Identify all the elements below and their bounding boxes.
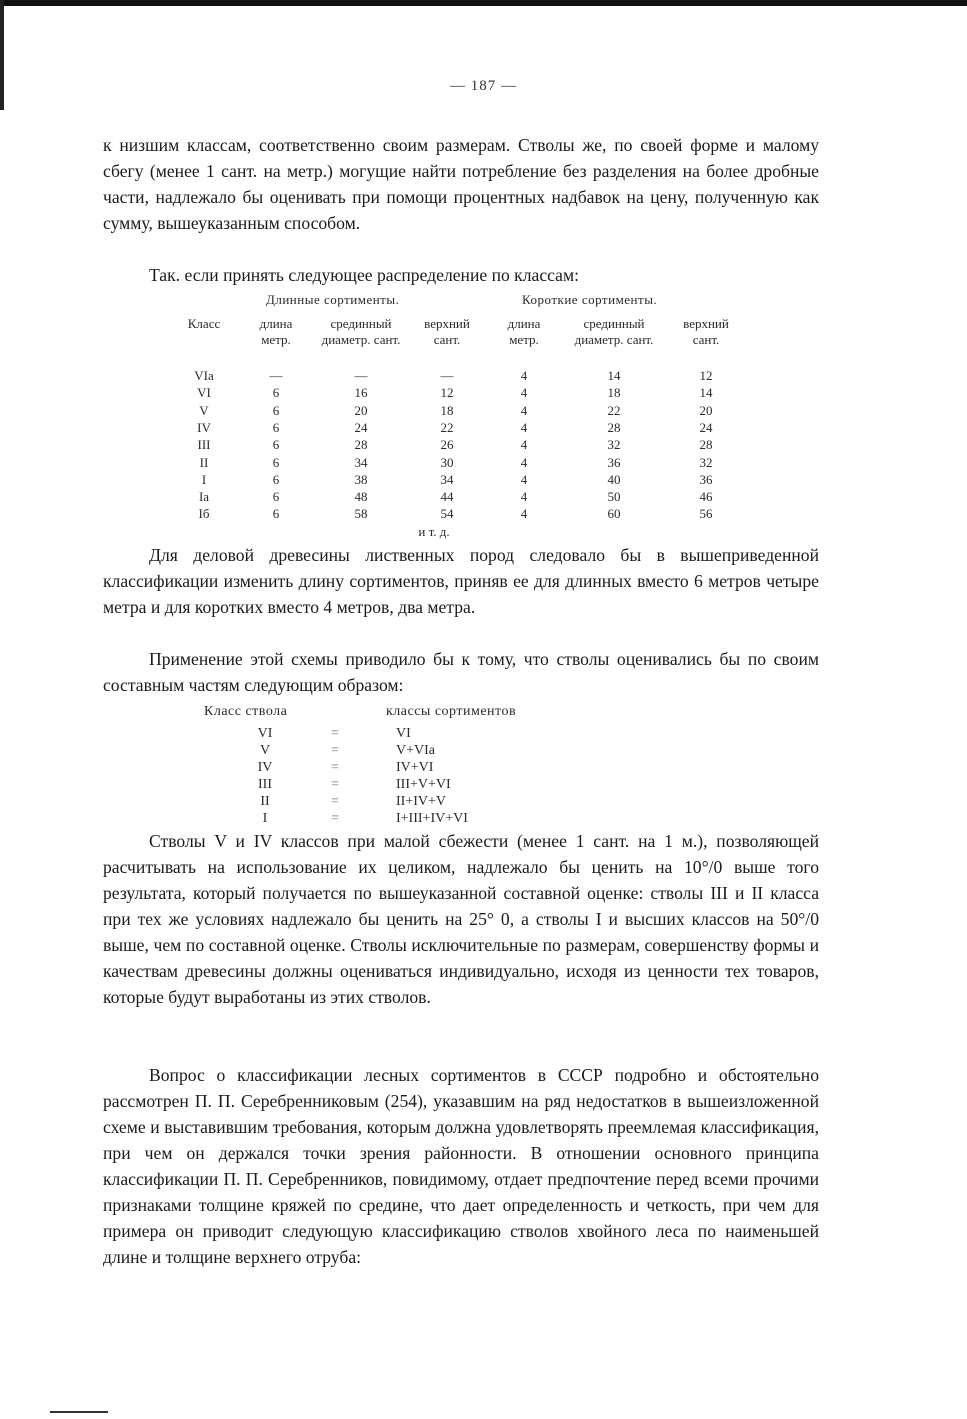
column-header: длина метр. <box>259 316 293 347</box>
paragraph-2: Так. если принять следующее распределение по классам: <box>149 265 579 285</box>
table-cell: 4 <box>520 489 528 505</box>
table-cell: 30 <box>440 454 454 470</box>
column-header: верхний сант. <box>424 316 470 347</box>
table-footer: и т. д. <box>418 524 450 539</box>
column-header: верхний сант. <box>683 316 729 347</box>
table-cell: 32 <box>699 454 713 470</box>
equals-cell: = <box>331 743 339 758</box>
table-cell: 4 <box>520 471 528 487</box>
table-cell: III <box>197 437 211 453</box>
table-cell: 34 <box>440 471 454 487</box>
table-row <box>200 743 600 760</box>
table-cell: 6 <box>272 506 280 522</box>
equals-cell: = <box>331 760 339 775</box>
table-cell: 28 <box>607 419 621 435</box>
table-cell: 6 <box>272 385 280 401</box>
table-cell: 20 <box>699 402 713 418</box>
table-cell: 28 <box>354 437 368 453</box>
table-cell: 4 <box>520 454 528 470</box>
table-cell: 32 <box>607 437 621 453</box>
table-cell: 26 <box>440 437 454 453</box>
table-cell: 22 <box>440 419 454 435</box>
column-header: длина метр. <box>507 316 541 347</box>
table-row <box>200 811 600 828</box>
paragraph-1: к низшим классам, соответственно своим размерам. Стволы же, по своей форме и малому сбегу (менее 1 сант. на метр.) могущие найти потребление без разделения на более дробные части, надлежало бы оценивать при помощи процентных надбавок на цену, полученную как сумму, вышеуказанным способом. <box>103 135 819 233</box>
table-cell: Ia <box>198 489 210 505</box>
table-cell: 54 <box>440 506 454 522</box>
sort-classes-cell: II+IV+V <box>396 794 446 809</box>
table-cell: 40 <box>607 471 621 487</box>
paragraph-4: Применение этой схемы приводило бы к тому, что стволы оценивались бы по своим составным частям следующим образом: <box>103 649 819 695</box>
header-stem-class: Класс ствола <box>204 704 288 719</box>
table-cell: 4 <box>520 419 528 435</box>
paragraph-5: Стволы V и IV классов при малой сбежести (менее 1 сант. на 1 м.), позволяющей расчитывать на использование их целиком, надлежало бы ценить на 10°/0 выше того результата, который получается по вышеуказанной составной оценке: стволы III и II класса при тех же условиях надлежало бы ценить на 25° 0, а стволы I и высших классов на 50°/0 выше, чем по составной оценке. Стволы исключительные по размерам, совершенству формы и качествам древесины должны оцениваться индивидуально, исходя из ценности тех товаров, которые будут выработаны из этих стволов. <box>103 831 819 1007</box>
table-row <box>184 472 764 489</box>
table-cell: 38 <box>354 471 368 487</box>
group-header-long: Длинные сортименты. <box>266 292 400 307</box>
table-cell: 46 <box>699 489 713 505</box>
table-cell: 4 <box>520 437 528 453</box>
table-row <box>200 760 600 777</box>
table-cell: 14 <box>699 385 713 401</box>
equals-cell: = <box>331 726 339 741</box>
table-cell: II <box>199 454 209 470</box>
table-cell: 34 <box>354 454 368 470</box>
table-cell: 24 <box>699 419 713 435</box>
table-cell: 4 <box>520 506 528 522</box>
paragraph-3: Для деловой древесины лиственных пород следовало бы в вышеприведенной классификации изменить длину сортиментов, приняв ее для длинных вместо 6 метров четыре метра и для коротких вместо 4 метров, два метра. <box>103 545 819 617</box>
table-row <box>184 489 764 506</box>
table-cell: I <box>201 471 207 487</box>
table-row <box>184 403 764 420</box>
table-cell: 50 <box>607 489 621 505</box>
table-row <box>184 385 764 402</box>
table-cell: 14 <box>607 368 621 383</box>
table-cell: 58 <box>354 506 368 522</box>
stem-class-cell: VI <box>257 726 273 741</box>
table-cell: 6 <box>272 454 280 470</box>
table-cell: 48 <box>354 489 368 505</box>
sort-classes-cell: VI <box>396 726 411 741</box>
table-cell: 22 <box>607 402 621 418</box>
table-cell: 36 <box>699 471 713 487</box>
table-cell: 4 <box>520 385 528 401</box>
scan-border-top <box>0 0 967 6</box>
paragraph-6: Вопрос о классификации лесных сортиментов в СССР подробно и обстоятельно рассмотрен П. П. Серебренниковым (254), указавшим на ряд недостатков в вышеизложенной схеме и выставившим требования, которым должна удовлетворять преемлемая классификация, при чем он держался точки зрения районности. В отношении основного принципа классификации П. П. Серебренников, повидимому, отдает предпочтение перед всеми прочими признаками толщине кряжей по средине, что дает определенность и четкость, при чем для примера он приводит следующую классификацию стволов хвойного леса по наименьшей длине и толщине верхнего отруба: <box>103 1065 819 1267</box>
table-cell: 6 <box>272 437 280 453</box>
table-cell: 36 <box>607 454 621 470</box>
table-row <box>200 726 600 743</box>
stem-class-cell: IV <box>257 760 273 775</box>
table-row <box>200 794 600 811</box>
sort-classes-cell: I+III+IV+VI <box>396 811 468 826</box>
table-cell: 18 <box>440 402 454 418</box>
stem-class-cell: I <box>262 811 268 826</box>
table-cell: 12 <box>699 368 713 383</box>
sort-classes-cell: IV+VI <box>396 760 434 775</box>
table-cell: 6 <box>272 419 280 435</box>
column-header: срединный диаметр. сант. <box>574 316 654 347</box>
sort-classes-cell: V+VIa <box>396 743 435 758</box>
table-cell: V <box>199 402 209 418</box>
table-cell: 6 <box>272 402 280 418</box>
stem-class-cell: II <box>260 794 270 809</box>
table-cell: 6 <box>272 489 280 505</box>
stem-class-cell: III <box>258 777 272 792</box>
column-header: срединный диаметр. сант. <box>321 316 401 347</box>
table-row <box>184 368 764 385</box>
table-cell: 28 <box>699 437 713 453</box>
table-row <box>184 437 764 454</box>
table-cell: — <box>354 368 368 383</box>
group-header-short: Короткие сортименты. <box>522 292 658 307</box>
table-cell: — <box>269 368 283 383</box>
table-cell: VIa <box>194 368 214 383</box>
table-cell: 24 <box>354 419 368 435</box>
table-cell: — <box>440 368 454 383</box>
header-sort-classes: классы сортиментов <box>386 704 517 719</box>
table-cell: 12 <box>440 385 454 401</box>
table-row <box>200 777 600 794</box>
column-header: Класс <box>187 316 221 331</box>
table-cell: 60 <box>607 506 621 522</box>
table-row <box>184 420 764 437</box>
table-row <box>184 455 764 472</box>
stem-class-cell: V <box>259 743 271 758</box>
table-cell: VI <box>197 385 211 401</box>
equals-cell: = <box>331 777 339 792</box>
equals-cell: = <box>331 811 339 826</box>
table-cell: 6 <box>272 471 280 487</box>
table-cell: 16 <box>354 385 368 401</box>
table-cell: 56 <box>699 506 713 522</box>
table-row <box>184 506 764 523</box>
table-cell: 44 <box>440 489 454 505</box>
page-number: — 187 — <box>450 78 517 94</box>
sort-classes-cell: III+V+VI <box>396 777 451 792</box>
scan-mark <box>50 1411 108 1413</box>
table-cell: 4 <box>520 368 528 383</box>
table-cell: Iб <box>198 506 210 522</box>
table-cell: 20 <box>354 402 368 418</box>
table-cell: 4 <box>520 402 528 418</box>
table-cell: IV <box>197 419 211 435</box>
table-cell: 18 <box>607 385 621 401</box>
equals-cell: = <box>331 794 339 809</box>
